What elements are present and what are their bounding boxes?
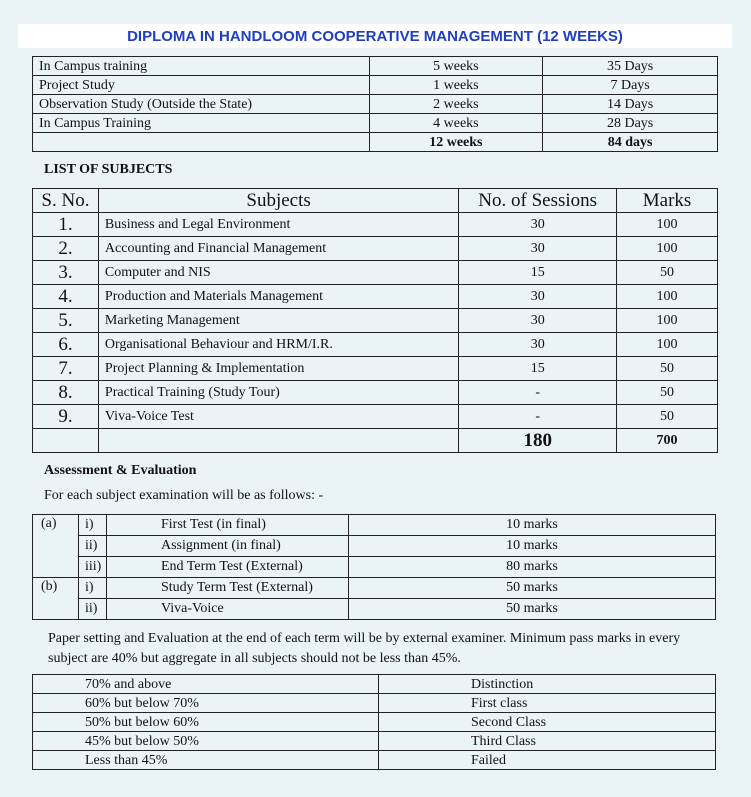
subject-name: Practical Training (Study Tour)	[98, 381, 458, 405]
subject-marks: 50	[617, 261, 718, 285]
subject-row	[33, 213, 718, 237]
assessment-row	[33, 536, 716, 557]
duration-row	[33, 114, 718, 133]
subject-name: Project Planning & Implementation	[98, 357, 458, 381]
assessment-intro: For each subject examination will be as follows: -	[44, 488, 324, 503]
grade-range: Less than 45%	[33, 751, 379, 770]
duration-total-weeks: 12 weeks	[369, 133, 543, 152]
grade-class: First class	[379, 694, 716, 713]
assessment-item-marks: 50 marks	[349, 578, 716, 599]
assessment-item-number: ii)	[79, 536, 107, 557]
subject-marks: 50	[617, 381, 718, 405]
assessment-item-marks: 50 marks	[349, 599, 716, 620]
subject-name: Computer and NIS	[98, 261, 458, 285]
subject-marks: 50	[617, 405, 718, 429]
grade-range: 45% but below 50%	[33, 732, 379, 751]
assessment-item-name: Study Term Test (External)	[107, 578, 349, 599]
total-marks: 700	[617, 429, 718, 453]
subject-row	[33, 237, 718, 261]
grade-row	[33, 694, 716, 713]
assessment-heading: Assessment & Evaluation	[44, 463, 197, 478]
grade-row	[33, 751, 716, 770]
subject-row	[33, 309, 718, 333]
subject-sessions: 30	[459, 333, 617, 357]
duration-label: Observation Study (Outside the State)	[33, 95, 370, 114]
duration-table	[32, 56, 718, 152]
subject-marks: 50	[617, 357, 718, 381]
duration-days: 14 Days	[543, 95, 718, 114]
grade-row	[33, 732, 716, 751]
subject-sessions: -	[459, 405, 617, 429]
duration-weeks: 1 weeks	[369, 76, 543, 95]
grade-class: Failed	[379, 751, 716, 770]
subject-name: Business and Legal Environment	[98, 213, 458, 237]
grade-class: Distinction	[379, 675, 716, 694]
duration-label: In Campus Training	[33, 114, 370, 133]
subject-sno: 8.	[33, 381, 99, 405]
subject-sessions: 30	[459, 213, 617, 237]
duration-weeks: 4 weeks	[369, 114, 543, 133]
duration-label: In Campus training	[33, 57, 370, 76]
assessment-item-number: i)	[79, 578, 107, 599]
subjects-heading: LIST OF SUBJECTS	[44, 162, 173, 177]
assessment-item-number: iii)	[79, 557, 107, 578]
subject-sessions: -	[459, 381, 617, 405]
subject-sno: 1.	[33, 213, 99, 237]
grade-range: 50% but below 60%	[33, 713, 379, 732]
assessment-item-marks: 80 marks	[349, 557, 716, 578]
subject-sno: 7.	[33, 357, 99, 381]
assessment-item-number: ii)	[79, 599, 107, 620]
subject-name: Viva-Voice Test	[98, 405, 458, 429]
assessment-row	[33, 578, 716, 599]
assessment-item-name: End Term Test (External)	[107, 557, 349, 578]
subject-sessions: 15	[459, 357, 617, 381]
grade-row	[33, 675, 716, 694]
grade-table	[32, 674, 716, 770]
assessment-group-label: (a)	[33, 515, 79, 578]
assessment-item-name: Assignment (in final)	[107, 536, 349, 557]
subjects-table	[32, 188, 718, 453]
page-title: DIPLOMA IN HANDLOOM COOPERATIVE MANAGEMENT (12 WEEKS)	[127, 27, 623, 45]
grade-class: Third Class	[379, 732, 716, 751]
subject-marks: 100	[617, 285, 718, 309]
header-subject: Subjects	[98, 189, 458, 213]
duration-row	[33, 57, 718, 76]
subjects-total-row	[33, 429, 718, 453]
duration-days: 7 Days	[543, 76, 718, 95]
duration-row	[33, 95, 718, 114]
header-sno: S. No.	[33, 189, 99, 213]
subject-sessions: 30	[459, 285, 617, 309]
subject-sno: 3.	[33, 261, 99, 285]
duration-total-row	[33, 133, 718, 152]
duration-days: 35 Days	[543, 57, 718, 76]
subject-sessions: 15	[459, 261, 617, 285]
grade-row	[33, 713, 716, 732]
subject-sessions: 30	[459, 237, 617, 261]
evaluation-note: Paper setting and Evaluation at the end of each term will be by external examiner. Minimum pass marks in every subject are 40% but aggregate in all subjects should not be less than 45%.	[48, 631, 681, 666]
total-sessions: 180	[459, 429, 617, 453]
subject-sessions: 30	[459, 309, 617, 333]
assessment-item-name: Viva-Voice	[107, 599, 349, 620]
assessment-item-marks: 10 marks	[349, 536, 716, 557]
subject-row	[33, 285, 718, 309]
duration-total-days: 84 days	[543, 133, 718, 152]
assessment-table	[32, 514, 716, 620]
duration-total-label	[33, 133, 370, 152]
assessment-row	[33, 599, 716, 620]
grade-class: Second Class	[379, 713, 716, 732]
assessment-row	[33, 557, 716, 578]
subject-name: Accounting and Financial Management	[98, 237, 458, 261]
subject-sno: 9.	[33, 405, 99, 429]
subject-sno: 4.	[33, 285, 99, 309]
subject-row	[33, 333, 718, 357]
assessment-item-number: i)	[79, 515, 107, 536]
subject-sno: 2.	[33, 237, 99, 261]
subjects-total-blank-1	[33, 429, 99, 453]
subjects-header-row	[33, 189, 718, 213]
assessment-group-label: (b)	[33, 578, 79, 620]
subject-name: Production and Materials Management	[98, 285, 458, 309]
grade-range: 70% and above	[33, 675, 379, 694]
subject-row	[33, 357, 718, 381]
subject-sno: 6.	[33, 333, 99, 357]
subject-name: Organisational Behaviour and HRM/I.R.	[98, 333, 458, 357]
duration-weeks: 5 weeks	[369, 57, 543, 76]
duration-row	[33, 76, 718, 95]
assessment-item-name: First Test (in final)	[107, 515, 349, 536]
subject-row	[33, 405, 718, 429]
subject-marks: 100	[617, 213, 718, 237]
assessment-item-marks: 10 marks	[349, 515, 716, 536]
subject-name: Marketing Management	[98, 309, 458, 333]
duration-label: Project Study	[33, 76, 370, 95]
subject-row	[33, 381, 718, 405]
subject-marks: 100	[617, 237, 718, 261]
assessment-row	[33, 515, 716, 536]
page-title-bar	[18, 24, 732, 48]
subject-row	[33, 261, 718, 285]
subject-marks: 100	[617, 309, 718, 333]
subjects-total-blank-2	[98, 429, 458, 453]
duration-weeks: 2 weeks	[369, 95, 543, 114]
duration-days: 28 Days	[543, 114, 718, 133]
header-sessions: No. of Sessions	[459, 189, 617, 213]
grade-range: 60% but below 70%	[33, 694, 379, 713]
subject-sno: 5.	[33, 309, 99, 333]
subject-marks: 100	[617, 333, 718, 357]
header-marks: Marks	[617, 189, 718, 213]
